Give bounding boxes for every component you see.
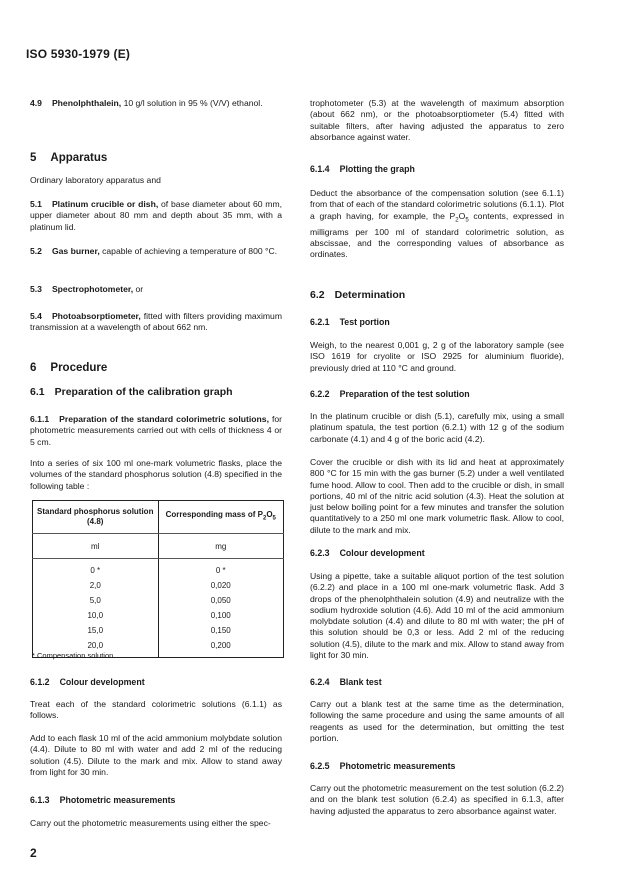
section-6-2-2-para1: In the platinum crucible or dish (5.1), carefully mix, using a small platinum spatula, the test portion (6.2.1) with 12 g of the sodium carbonate (4.1) and 4 g of the boric acid (4.2). xyxy=(310,411,564,444)
phosphorus-standards-table xyxy=(32,500,284,658)
heading-6-2-5: 6.2.5 Photometric measurements xyxy=(310,761,456,771)
section-6-1-2-para2: Add to each flask 10 ml of the acid ammonium molybdate solution (4.4). Dilute to 80 ml with water and add 2 ml of the reducing solution (4.5). Dilute to the mark and mix. Allow to stand away from light for 30 min. xyxy=(30,733,282,777)
section-6-2-4-text: Carry out a blank test at the same time as the determination, following the same procedure and using the same amounts of all reagents as used for the determination, but omitting the test portion. xyxy=(310,699,564,743)
section-6-1-1-para2: Into a series of six 100 ml one-mark volumetric flasks, place the volumes of the standard phosphorus solution (4.8) specified in the following table : xyxy=(30,458,282,491)
section-6-2-3-text: Using a pipette, take a suitable aliquot portion of the test solution (6.2.2) and place in a 100 ml one-mark volumetric flask. Add 3 drops of the phenolphthalein solution (4.9) and neutralize with the sodium hydroxide solution (4.6). Add 10 ml of the acid ammonium molybdate solution (4.4) and dilute to 80 ml with water; the pH of this solution should be 0,3 or less. Add 2 ml of the reducing solution (4.5), dilute to the mark and mix. Allow to stand away from light for 30 min. xyxy=(310,571,564,661)
heading-6-1-2: 6.1.2 Colour development xyxy=(30,677,145,687)
heading-6-2-2: 6.2.2 Preparation of the test solution xyxy=(310,389,470,399)
section-4-9: 4.9 Phenolphthalein, 10 g/l solution in 95 % (V/V) ethanol. xyxy=(30,98,263,108)
section-6-1-4-text: Deduct the absorbance of the compensation solution (see 6.1.1) from that of each of the standard colorimetric solutions (6.1.1). Plot a graph having, for example, the $P_2O_5$ contents, expressed in milligrams per 100 ml of standard colorimetric solution, as abscissae, and the corresponding values of absorbance as ordinates. xyxy=(310,188,564,260)
apparatus-intro: Ordinary laboratory apparatus and xyxy=(30,175,161,185)
document-header: ISO 5930-1979 (E) xyxy=(26,47,131,61)
heading-6-2-3: 6.2.3 Colour development xyxy=(310,548,425,558)
table-row: 20,0 0,200 xyxy=(33,638,284,658)
table-row: 0 * 0 * xyxy=(33,559,284,579)
section-6-1-1: 6.1.1 Preparation of the standard colorimetric solutions, for photometric measurements carried out with cells of thickness 4 or 5 cm. xyxy=(30,414,283,447)
section-6-2-1-text: Weigh, to the nearest 0,001 g, 2 g of the laboratory sample (see ISO 1619 for cryolite or ISO 2925 for aluminium fluoride), previously dried at 110 °C and ground. xyxy=(310,340,564,373)
table-row: 10,0 0,100 xyxy=(33,608,284,623)
table-row: 5,0 0,050 xyxy=(33,593,284,608)
section-5-2: 5.2 Gas burner, capable of achieving a temperature of 800 °C. xyxy=(30,246,278,256)
table-unit-mg: mg xyxy=(158,534,284,559)
heading-procedure: 6 Procedure xyxy=(30,362,108,374)
heading-6-2-4: 6.2.4 Blank test xyxy=(310,677,382,687)
section-6-2-5-text: Carry out the photometric measurement on the test solution (6.2.2) and on the blank test solution (6.2.4) as specified in 6.1.3, after having adjusted the apparatus to zero absorbance against water. xyxy=(310,783,564,816)
heading-6-1: 6.1 Preparation of the calibration graph xyxy=(30,386,233,398)
table-header-ml: Standard phosphorus solution (4.8) xyxy=(33,501,159,534)
table-row: 15,0 0,150 xyxy=(33,623,284,638)
heading-6-1-3: 6.1.3 Photometric measurements xyxy=(30,795,176,805)
heading-6-2: 6.2 Determination xyxy=(310,289,406,301)
table-header-mg: Corresponding mass of $P_2O_5$ xyxy=(158,501,284,534)
section-6-1-3-text: Carry out the photometric measurements using either the spec- xyxy=(30,818,271,828)
heading-apparatus: 5 Apparatus xyxy=(30,152,108,164)
section-5-4: 5.4 Photoabsorptiometer, fitted with filters providing maximum transmission at a wavelength of about 662 nm. xyxy=(30,311,282,333)
continuation-text: trophotometer (5.3) at the wavelength of maximum absorption (about 662 nm), or the photoabsorptiometer (5.4) fitted with suitable filters, after having adjusted the apparatus to zero absorbance against water. xyxy=(310,98,564,142)
heading-6-1-4: 6.1.4 Plotting the graph xyxy=(310,164,415,174)
table-footnote: * Compensation solution. xyxy=(32,651,116,660)
section-6-1-2-para1: Treat each of the standard colorimetric solutions (6.1.1) as follows. xyxy=(30,699,282,721)
heading-6-2-1: 6.2.1 Test portion xyxy=(310,317,390,327)
section-5-1: 5.1 Platinum crucible or dish, of base diameter about 60 mm, upper diameter about 80 mm and depth about 35 mm, with a platinum lid. xyxy=(30,199,282,232)
page-number: 2 xyxy=(30,846,37,860)
table-row: 2,0 0,020 xyxy=(33,578,284,593)
table-unit-ml: ml xyxy=(33,534,159,559)
section-6-2-2-para2: Cover the crucible or dish with its lid and heat at approximately 800 °C for 15 min with the gas burner (5.2) under a well ventilated fume hood. Allow to cool. Then add to the crucible or dish, in small portions, 40 ml of the nitric acid solution (4.3). Heat the solution at just below boiling point for a few minutes and transfer the solution quantitatively to a 250 ml one mark volumetric flask. Allow to cool, dilute to the mark and mix. xyxy=(310,457,564,535)
section-5-3: 5.3 Spectrophotometer, or xyxy=(30,284,144,294)
